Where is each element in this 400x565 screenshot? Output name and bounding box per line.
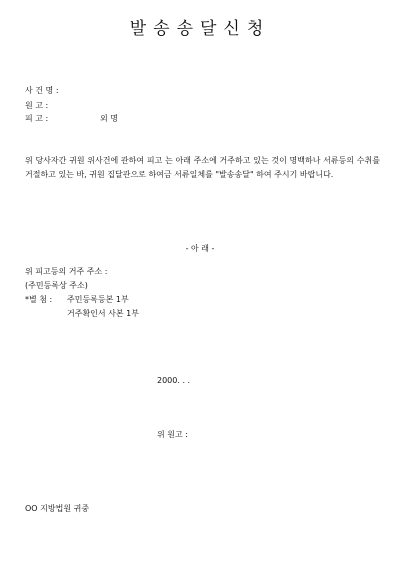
plaintiff-label: 원 고 : <box>25 101 49 110</box>
address-note: (주민등록상 주소) <box>25 281 88 290</box>
court-addressee: OO 지방법원 귀중 <box>25 504 90 513</box>
signer-label: 위 원고 : <box>157 430 188 439</box>
filing-date: 2000. . . <box>157 376 191 385</box>
section-heading: - 아 래 - <box>185 244 215 253</box>
document-title: 발송송달신청 <box>129 19 271 39</box>
address-label: 위 피고등의 거주 주소 : <box>25 267 108 276</box>
case-name-label: 사 건 명 : <box>25 86 59 95</box>
attachment-item: 거주확인서 사본 1부 <box>67 309 139 318</box>
defendant-label: 피 고 : <box>25 114 49 123</box>
request-body-text: 위 당사자간 귀원 위사건에 관하여 피고 는 아래 주소에 거주하고 있는 것이 명백하나 서류등의 수취를 거절하고 있는 바, 귀원 집달관으로 하여금 서류일체를 "발송송달" 하여 주시기 바랍니다. <box>25 156 380 179</box>
defendant-others: 외 명 <box>100 114 118 123</box>
attachments-label: *별 첨 : <box>25 295 53 304</box>
attachment-item: 주민등록등본 1부 <box>67 295 129 304</box>
